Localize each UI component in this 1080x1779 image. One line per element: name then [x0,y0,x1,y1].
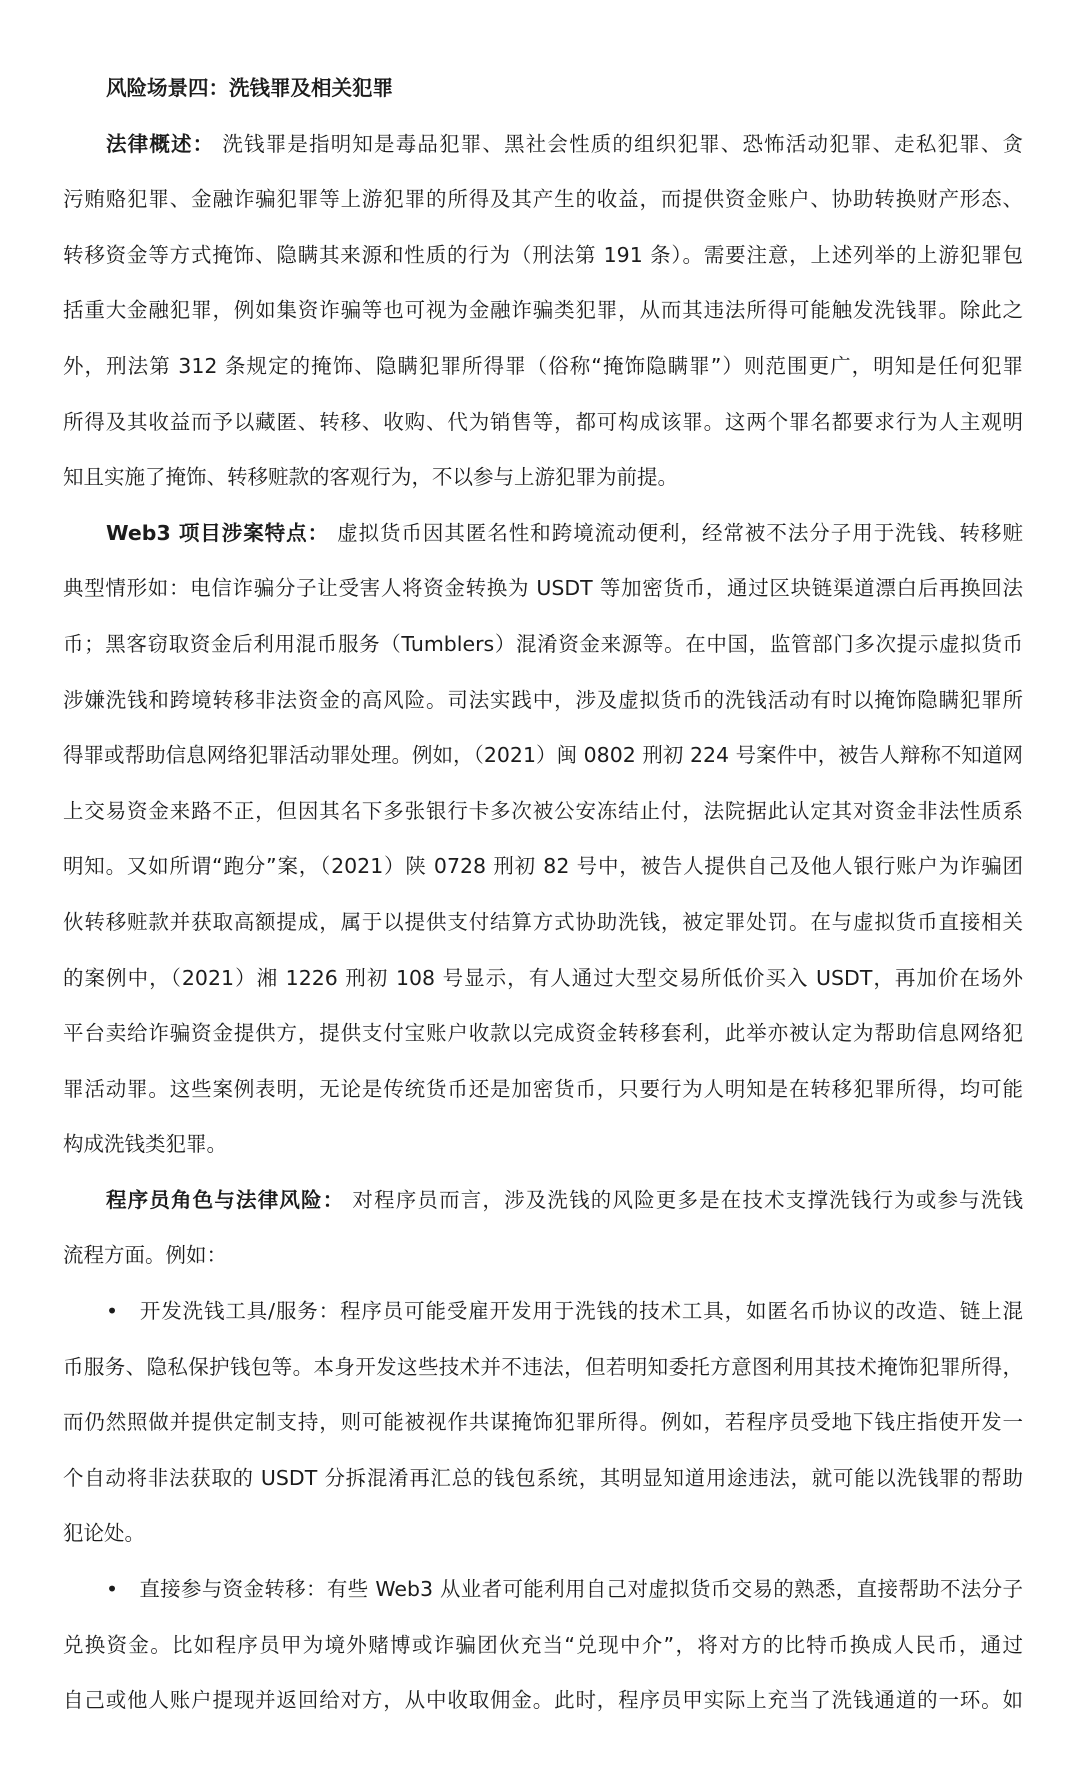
bullet-marker: • [106,1299,119,1324]
paragraph-line: 知且实施了掩饰、转移赃款的客观行为，不以参与上游犯罪为前提。 [63,465,678,490]
paragraph-line: 得罪或帮助信息网络犯罪活动罪处理。例如，（2021）闽 0802 刑初 224 号案件中，被告人辩称不知道网 [63,743,1023,768]
paragraph-line: 的案例中，（2021）湘 1226 刑初 108 号显示，有人通过大型交易所低价买入 USDT，再加价在场外 [63,965,1023,990]
paragraph-line: 构成洗钱类犯罪。 [63,1132,227,1157]
bullet-item-first-line [63,1562,1023,1618]
document-body [63,61,1023,1729]
paragraph-line [63,1173,1023,1229]
paragraph-line [63,117,1023,173]
paragraph-text: 洗钱罪是指明知是毒品犯罪、黑社会性质的组织犯罪、恐怖活动犯罪、走私犯罪、贪 [222,131,1023,156]
bold-label-legal-overview: 法律概述： [106,131,215,156]
paragraph-line: 外，刑法第 312 条规定的掩饰、隐瞒犯罪所得罪（俗称“掩饰隐瞒罪”）则范围更广，明知是任何犯罪 [63,353,1023,378]
bullet-line: 自己或他人账户提现并返回给对方，从中收取佣金。此时，程序员甲实际上充当了洗钱通道的一环。如 [63,1688,1023,1713]
bullet-line: 犯论处。 [63,1521,145,1546]
bullet-line: 个自动将非法获取的 USDT 分拆混淆再汇总的钱包系统，其明显知道用途违法，就可能以洗钱罪的帮助 [63,1465,1023,1490]
paragraph-text: 对程序员而言，涉及洗钱的风险更多是在技术支撑洗钱行为或参与洗钱 [352,1187,1023,1212]
paragraph-line: 明知。又如所谓“跑分”案，（2021）陕 0728 刑初 82 号中，被告人提供自己及他人银行账户为诈骗团 [63,854,1023,879]
paragraph-line: 括重大金融犯罪，例如集资诈骗等也可视为金融诈骗类犯罪，从而其违法所得可能触发洗钱罪。除此之 [63,298,1023,323]
paragraph-line: 转移资金等方式掩饰、隐瞒其来源和性质的行为（刑法第 191 条）。需要注意，上述列举的上游犯罪包 [63,242,1023,267]
section-heading: 风险场景四：洗钱罪及相关犯罪 [106,76,393,100]
paragraph-line: 伙转移赃款并获取高额提成，属于以提供支付结算方式协助洗钱，被定罪处罚。在与虚拟货币直接相关 [63,909,1023,934]
paragraph-line: 币；黑客窃取资金后利用混币服务（Tumblers）混淆资金来源等。在中国，监管部门多次提示虚拟货币 [63,631,1023,656]
paragraph-line: 涉嫌洗钱和跨境转移非法资金的高风险。司法实践中，涉及虚拟货币的洗钱活动有时以掩饰隐瞒犯罪所 [63,687,1023,712]
paragraph-line: 污贿赂犯罪、金融诈骗犯罪等上游犯罪的所得及其产生的收益，而提供资金账户、协助转换财产形态、 [63,187,1023,212]
bullet-line: 币服务、隐私保护钱包等。本身开发这些技术并不违法，但若明知委托方意图利用其技术掩饰犯罪所得， [63,1354,1023,1379]
paragraph-line: 流程方面。例如： [63,1243,227,1268]
paragraph-text: 虚拟货币因其匿名性和跨境流动便利，经常被不法分子用于洗钱、转移赃 [337,520,1023,545]
paragraph-line: 罪活动罪。这些案例表明，无论是传统货币还是加密货币，只要行为人明知是在转移犯罪所得，均可能 [63,1076,1023,1101]
paragraph-line: 上交易资金来路不正，但因其名下多张银行卡多次被公安冻结止付，法院据此认定其对资金非法性质系 [63,798,1023,823]
paragraph-line [63,506,1023,562]
bullet-marker: • [106,1577,119,1602]
paragraph-line: 典型情形如：电信诈骗分子让受害人将资金转换为 USDT 等加密货币，通过区块链渠道漂白后再换回法 [63,576,1023,601]
bold-label-web3-features: Web3 项目涉案特点： [106,520,330,545]
bullet-text: 开发洗钱工具/服务：程序员可能受雇开发用于洗钱的技术工具，如匿名币协议的改造、链上混 [139,1299,1023,1324]
paragraph-line: 所得及其收益而予以藏匿、转移、收购、代为销售等，都可构成该罪。这两个罪名都要求行为人主观明 [63,409,1023,434]
bold-label-programmer-role: 程序员角色与法律风险： [106,1187,345,1212]
bullet-line: 兑换资金。比如程序员甲为境外赌博或诈骗团伙充当“兑现中介”，将对方的比特币换成人民币，通过 [63,1632,1023,1657]
paragraph-line: 平台卖给诈骗资金提供方，提供支付宝账户收款以完成资金转移套利，此举亦被认定为帮助信息网络犯 [63,1021,1023,1046]
bullet-text: 直接参与资金转移：有些 Web3 从业者可能利用自己对虚拟货币交易的熟悉，直接帮助不法分子 [139,1577,1023,1602]
bullet-line: 而仍然照做并提供定制支持，则可能被视作共谋掩饰犯罪所得。例如，若程序员受地下钱庄指使开发一 [63,1410,1023,1435]
bullet-item-first-line [63,1284,1023,1340]
